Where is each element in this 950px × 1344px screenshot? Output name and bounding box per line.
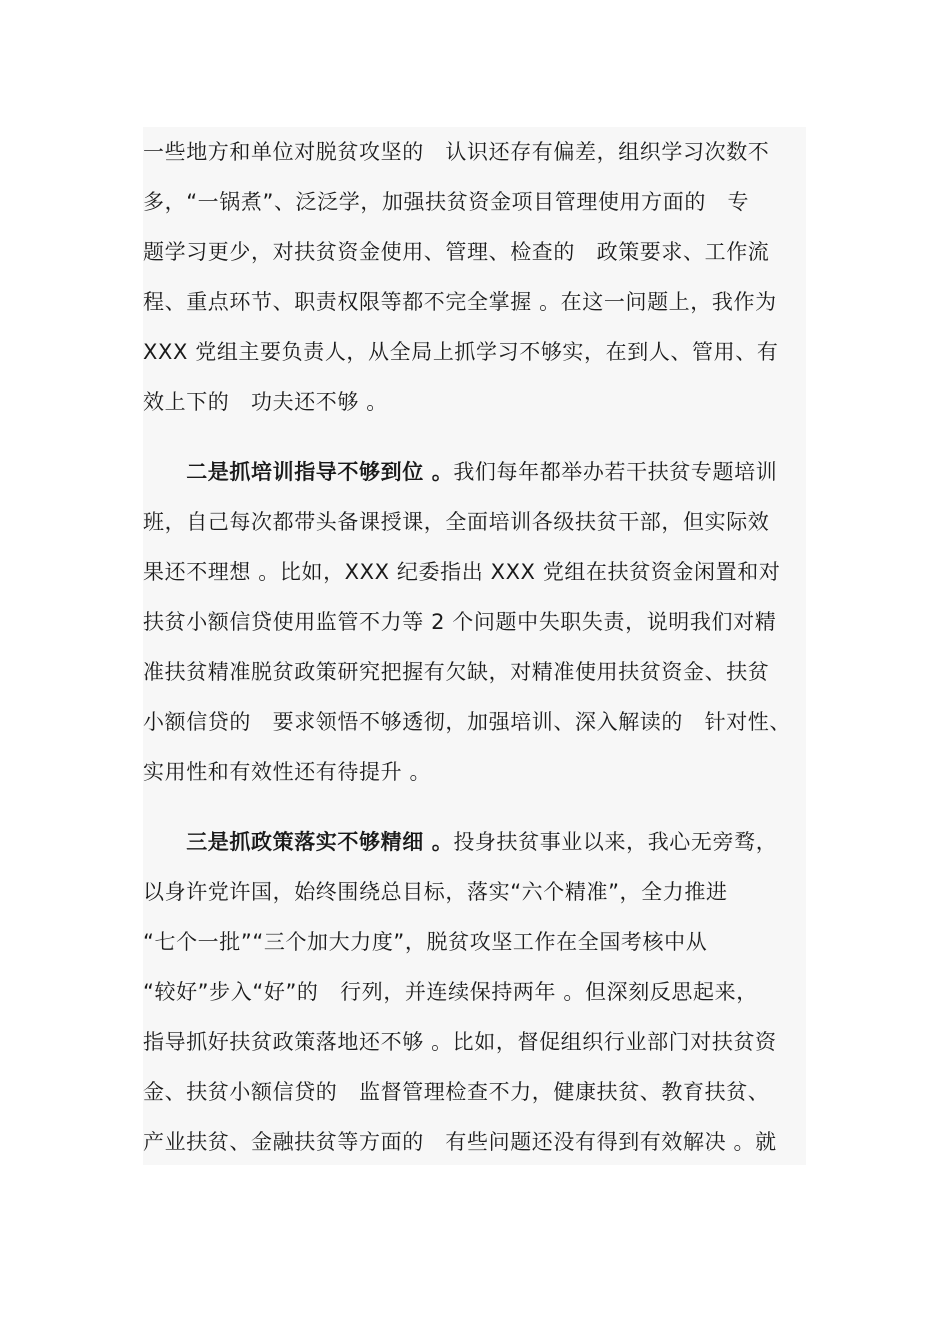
text-line: “七个一批”“三个加大力度”，脱贫攻坚工作在全国考核中从	[143, 930, 708, 954]
text-line: 小额信贷的 要求领悟不够透彻，加强培训、深入解读的 针对性、	[143, 710, 791, 734]
text-line: 金、扶贫小额信贷的 监督管理检查不力，健康扶贫、教育扶贫、	[143, 1080, 770, 1104]
paragraph-2	[143, 447, 823, 797]
text-line: 多，“一锅煮”、泛泛学，加强扶贫资金项目管理使用方面的 专	[143, 190, 750, 214]
text-line	[143, 447, 823, 497]
section-heading: 三是抓政策落实不够精细 。	[143, 830, 454, 854]
text-line: “较好”步入“好”的 行列，并连续保持两年 。但深刻反思起来，	[143, 980, 758, 1004]
text-line: 果还不理想 。比如，XXX 纪委指出 XXX 党组在扶贫资金闲置和对	[143, 560, 781, 584]
paragraph-1	[143, 127, 823, 427]
text-run: 我们每年都举办若干扶贫专题培训	[453, 460, 778, 484]
text-line: 一些地方和单位对脱贫攻坚的 认识还存有偏差，组织学习次数不	[143, 140, 770, 164]
document-page	[143, 127, 806, 1165]
text-line: 产业扶贫、金融扶贫等方面的 有些问题还没有得到有效解决 。就	[143, 1130, 777, 1154]
section-heading: 二是抓培训指导不够到位 。	[143, 460, 454, 484]
text-line: 题学习更少，对扶贫资金使用、管理、检查的 政策要求、工作流	[143, 240, 770, 264]
text-line: 以身许党许国，始终围绕总目标，落实“六个精准”，全力推进	[143, 880, 728, 904]
text-line: 班，自己每次都带头备课授课，全面培训各级扶贫干部，但实际效	[143, 510, 770, 534]
text-line: 程、重点环节、职责权限等都不完全掌握 。在这一问题上，我作为	[143, 290, 777, 314]
text-line: 指导抓好扶贫政策落地还不够 。比如，督促组织行业部门对扶贫资	[143, 1030, 777, 1054]
text-line: 效上下的 功夫还不够 。	[143, 390, 388, 414]
text-line: 准扶贫精准脱贫政策研究把握有欠缺，对精准使用扶贫资金、扶贫	[143, 660, 770, 684]
text-line: XXX 党组主要负责人，从全局上抓学习不够实，在到人、管用、有	[143, 340, 779, 364]
text-line	[143, 817, 823, 867]
paragraph-3	[143, 817, 823, 1167]
text-line: 实用性和有效性还有待提升 。	[143, 760, 432, 784]
text-run: 投身扶贫事业以来，我心无旁骛，	[453, 830, 778, 854]
text-line: 扶贫小额信贷使用监管不力等 2 个问题中失职失责，说明我们对精	[143, 610, 777, 634]
